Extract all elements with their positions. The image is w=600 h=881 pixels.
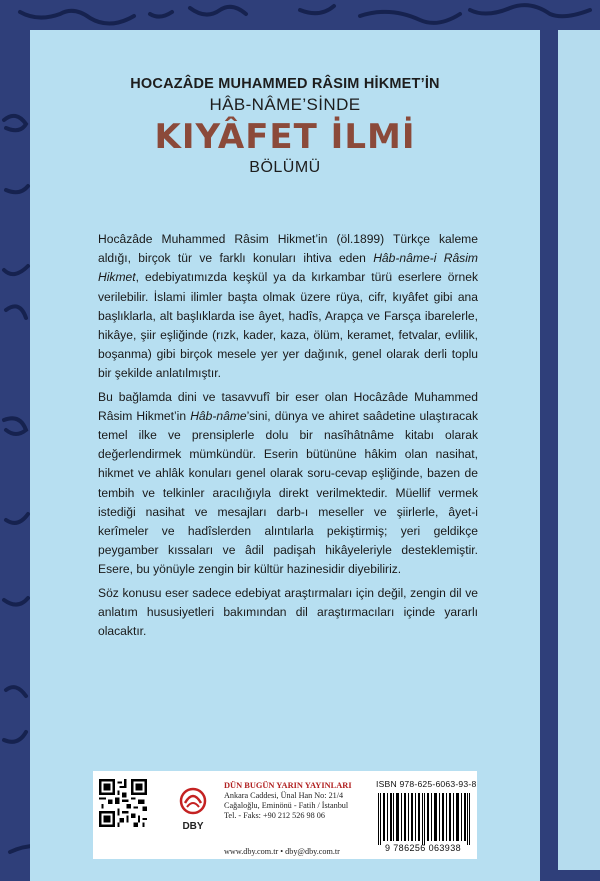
qr-code xyxy=(99,779,147,827)
paragraph-1: Hocâzâde Muhammed Râsim Hikmet’in (öl.1899) Türkçe kaleme aldığı, birçok tür ve farklı konuları ihtiva eden Hâb-nâme-i Râsim Hikmet, edebiyatımızda keşkül ya da kırkambar türü eserlere örnek verilebilir. İslami ilimler başta olmak üzere rüya, cifr, kıyâfet gibi ana başlıklarla, alt başlıklarda ise âyet, hadîs, Arapça ve Farsça ibarelerle, hikâye, şiir eşliğinde (rızk, kader, kaza, ölüm, keramet, fetvalar, evlilik, boşanma) gibi birçok mesele yer yer dağınık, genel olarak derli toplu bir şekilde anlatılmıştır. xyxy=(98,232,478,381)
main-title: KIYÂFET İLMİ xyxy=(154,117,416,157)
adjacent-cover-panel xyxy=(540,30,600,870)
paragraph-3: Söz konusu eser sadece edebiyat araştırmaları için değil, zengin dil ve anlatım hususiyetleri bakımından dil araştırmacıları içinde yararlı olacaktır. xyxy=(98,585,478,639)
cover-header xyxy=(30,76,540,177)
work-subtitle: HÂB-NÂME’SİNDE xyxy=(209,95,361,114)
section-label: BÖLÜMÜ xyxy=(249,159,321,176)
barcode-number: 9 786256 063938 xyxy=(384,843,462,853)
back-cover-panel xyxy=(30,30,540,881)
publisher-logo-text: DBY xyxy=(182,821,204,832)
publisher-footer xyxy=(93,771,477,859)
paragraph-2: Bu bağlamda dini ve tasavvufî bir eser olan Hocâzâde Muhammed Râsim Hikmet’in Hâb-nâme’sini, dünya ve ahiret saâdetine ulaştıracak temel ilke ve prensiplerle dolu bir nasîhâtnâme kitabı olarak değerlendirmek mümkündür. Eserin bütününe hâkim olan nasihat, hikmet ve ahlâk konuları genel olarak soru-cevap eşliğinde, bazen de tembih ve telkinler aracılığıyla direkt verilmektedir. Müellif vermek istediği nasihat ve mesajları darb-ı meseller ve şiirlerle, âyet-i kerîmeler ve hadîslerden alıntılarla pekiştirmiş; yeri geldikçe peygamber kıssaları ve âdil padişah hikâyeleriyle desteklemiştir. Esere, bu yönüyle zengin bir kültür hazinesidir diyebiliriz. xyxy=(98,389,478,577)
publisher-name: DÜN BUGÜN YARIN YAYINLARI xyxy=(224,781,352,790)
isbn-barcode xyxy=(376,793,472,845)
back-cover-description xyxy=(98,230,478,645)
author-title: HOCAZÂDE MUHAMMED RÂSIM HİKMET’İN xyxy=(130,76,440,92)
isbn-label: ISBN 978-625-6063-93-8 xyxy=(376,779,477,789)
address-line-1: Ankara Caddesi, Ünal Han No: 21/4 xyxy=(224,791,344,801)
publisher-logo xyxy=(173,785,213,833)
phone-fax: Tel. - Faks: +90 212 526 98 06 xyxy=(224,811,325,821)
address-line-2: Cağaloğlu, Eminönü - Fatih / İstanbul xyxy=(224,801,349,811)
publisher-info xyxy=(224,781,354,821)
publisher-web: www.dby.com.tr • dby@dby.com.tr xyxy=(224,847,340,856)
